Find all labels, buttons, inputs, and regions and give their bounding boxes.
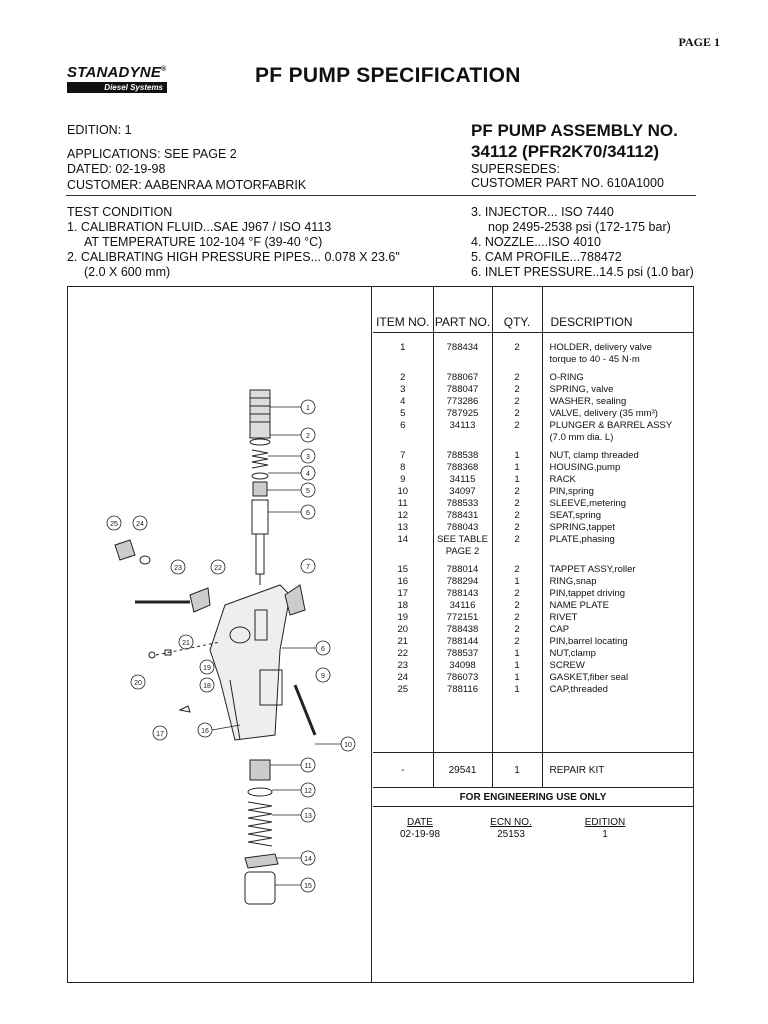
item-no-cell: 15	[373, 558, 433, 576]
part-no-cell: 773286	[433, 396, 492, 408]
ecn-label: ECN NO.	[490, 817, 532, 828]
item-no-cell: 25	[373, 684, 433, 696]
table-row	[373, 432, 693, 444]
description-cell: SPRING, valve	[549, 384, 614, 395]
callout-6b: 6	[321, 646, 325, 653]
supersedes-line: SUPERSEDES:	[471, 162, 560, 176]
qty-cell: 2	[492, 384, 542, 396]
part-no-cell	[433, 432, 492, 444]
test-conditions-right	[471, 205, 694, 280]
qty-cell: 1	[492, 576, 542, 588]
qty-cell: 2	[492, 624, 542, 636]
header-part-no: PART NO.	[433, 287, 492, 333]
table-row	[373, 510, 693, 522]
item-no-cell: 20	[373, 624, 433, 636]
item-no-cell: 18	[373, 600, 433, 612]
part-no-cell: 788143	[433, 588, 492, 600]
kit-part: 29541	[433, 753, 492, 788]
description-cell: SCREW	[549, 660, 585, 671]
exploded-view-drawing	[90, 380, 365, 910]
description-cell: PLATE,phasing	[549, 534, 615, 545]
description-cell: NUT,clamp	[549, 648, 596, 659]
callout-4: 4	[306, 471, 310, 478]
date-value: 02-19-98	[399, 829, 441, 840]
item-no-cell: 3	[373, 384, 433, 396]
frame-divider	[371, 286, 372, 983]
table-row	[373, 474, 693, 486]
item-no-cell: 7	[373, 444, 433, 462]
assembly-info	[471, 120, 678, 190]
qty-cell: 1	[492, 444, 542, 462]
header-item-no: ITEM NO.	[373, 287, 433, 333]
description-cell: SEAT,spring	[549, 510, 602, 521]
parts-table	[373, 287, 693, 766]
item-no-cell: 12	[373, 510, 433, 522]
part-no-cell: 34097	[433, 486, 492, 498]
part-no-cell: 34113	[433, 420, 492, 432]
part-no-cell: 788538	[433, 444, 492, 462]
part-no-cell: 788043	[433, 522, 492, 534]
description-cell: (7.0 mm dia. L)	[549, 432, 614, 443]
table-row	[373, 588, 693, 600]
callout-14: 14	[304, 856, 312, 863]
table-row	[373, 672, 693, 684]
part-no-cell: 34116	[433, 600, 492, 612]
description-cell: PIN,spring	[549, 486, 594, 497]
description-cell: WASHER, sealing	[549, 396, 627, 407]
header-qty: QTY.	[492, 287, 542, 333]
item-no-cell	[373, 432, 433, 444]
callout-22: 22	[214, 565, 222, 572]
customer-part-line: CUSTOMER PART NO. 610A1000	[471, 176, 664, 190]
callout-21: 21	[182, 640, 190, 647]
item-no-cell: 6	[373, 420, 433, 432]
engineering-ecn	[486, 817, 536, 841]
description-cell: GASKET,fiber seal	[549, 672, 629, 683]
part-no-cell: 788067	[433, 366, 492, 384]
table-row	[373, 396, 693, 408]
part-no-cell: 788144	[433, 636, 492, 648]
part-no-cell: SEE TABLE	[433, 534, 492, 546]
qty-cell: 1	[492, 462, 542, 474]
item-no-cell: 9	[373, 474, 433, 486]
callout-11: 11	[304, 763, 312, 770]
item-no-cell	[373, 354, 433, 366]
logo-brand: STANADYNE®	[67, 64, 167, 81]
qty-cell: 2	[492, 558, 542, 576]
callout-5: 5	[306, 488, 310, 495]
description-cell: HOLDER, delivery valve	[549, 342, 652, 353]
table-row	[373, 354, 693, 366]
dated-line: DATED: 02-19-98	[67, 162, 166, 176]
part-no-cell: 788014	[433, 558, 492, 576]
test-line-1: 1. CALIBRATION FLUID...SAE J967 / ISO 4113	[67, 220, 332, 234]
part-no-cell: 788438	[433, 624, 492, 636]
description-cell: PLUNGER & BARREL ASSY	[549, 420, 673, 431]
qty-cell: 2	[492, 522, 542, 534]
edition-label: EDITION	[584, 817, 626, 828]
part-no-cell: 772151	[433, 612, 492, 624]
table-row	[373, 384, 693, 396]
item-no-cell: 5	[373, 408, 433, 420]
part-no-cell: 788294	[433, 576, 492, 588]
description-cell: VALVE, delivery (35 mm³)	[549, 408, 658, 419]
description-cell: RING,snap	[549, 576, 597, 587]
part-no-cell: 788431	[433, 510, 492, 522]
logo-subtitle: Diesel Systems	[67, 82, 167, 93]
engineering-divider	[373, 806, 693, 807]
callout-2: 2	[306, 433, 310, 440]
description-cell: torque to 40 - 45 N·m	[549, 354, 640, 365]
table-row	[373, 660, 693, 672]
item-no-cell: 13	[373, 522, 433, 534]
kit-qty: 1	[492, 753, 542, 788]
qty-cell	[492, 354, 542, 366]
callout-3: 3	[306, 454, 310, 461]
qty-cell: 2	[492, 534, 542, 546]
callout-20: 20	[134, 680, 142, 687]
table-row	[373, 444, 693, 462]
qty-cell: 2	[492, 612, 542, 624]
document-title: PF PUMP SPECIFICATION	[255, 64, 521, 87]
description-cell: PIN,tappet driving	[549, 588, 626, 599]
item-no-cell: 10	[373, 486, 433, 498]
part-no-cell: 34115	[433, 474, 492, 486]
qty-cell	[492, 546, 542, 558]
description-cell: O-RING	[549, 372, 584, 383]
applications-line: APPLICATIONS: SEE PAGE 2	[67, 146, 237, 161]
callout-16: 16	[201, 728, 209, 735]
qty-cell: 2	[492, 498, 542, 510]
customer-line: CUSTOMER: AABENRAA MOTORFABRIK	[67, 177, 307, 192]
test-line-5: 5. CAM PROFILE...788472	[471, 250, 622, 264]
qty-cell: 1	[492, 672, 542, 684]
callout-15: 15	[304, 883, 312, 890]
item-no-cell: 2	[373, 366, 433, 384]
part-no-cell: 786073	[433, 672, 492, 684]
part-no-cell	[433, 354, 492, 366]
description-cell: NUT, clamp threaded	[549, 450, 639, 461]
engineering-title: FOR ENGINEERING USE ONLY	[459, 792, 607, 803]
description-cell	[542, 546, 693, 558]
engineering-edition	[575, 817, 635, 841]
qty-cell: 2	[492, 636, 542, 648]
part-no-cell: 788434	[433, 333, 492, 355]
description-cell: SPRING,tappet	[549, 522, 615, 533]
test-line-3: 3. INJECTOR... ISO 7440	[471, 205, 614, 219]
callout-9: 9	[321, 673, 325, 680]
item-no-cell: 17	[373, 588, 433, 600]
page-number: PAGE 1	[678, 35, 720, 49]
edition-value: 1	[602, 829, 608, 840]
repair-kit-row	[373, 752, 693, 788]
document-meta	[67, 123, 306, 193]
header-divider	[66, 195, 696, 196]
item-no-cell: 21	[373, 636, 433, 648]
item-no-cell: 8	[373, 462, 433, 474]
engineering-date	[395, 817, 445, 841]
part-no-cell: 788368	[433, 462, 492, 474]
ecn-value: 25153	[497, 829, 525, 840]
part-no-cell: PAGE 2	[433, 546, 492, 558]
description-cell: RIVET	[549, 612, 578, 623]
callout-7: 7	[306, 564, 310, 571]
table-row	[373, 420, 693, 432]
callout-25: 25	[110, 521, 118, 528]
item-no-cell: 24	[373, 672, 433, 684]
qty-cell: 2	[492, 420, 542, 432]
qty-cell: 2	[492, 486, 542, 498]
test-line-4: 4. NOZZLE....ISO 4010	[471, 235, 601, 249]
callout-10: 10	[344, 742, 352, 749]
edition-line: EDITION: 1	[67, 123, 132, 137]
table-row	[373, 624, 693, 636]
item-no-cell: 16	[373, 576, 433, 588]
qty-cell: 1	[492, 660, 542, 672]
callout-24: 24	[136, 521, 144, 528]
item-no-cell	[373, 546, 433, 558]
part-no-cell: 788116	[433, 684, 492, 696]
part-no-cell: 34098	[433, 660, 492, 672]
table-row	[373, 684, 693, 696]
description-cell: HOUSING,pump	[549, 462, 621, 473]
table-row	[373, 558, 693, 576]
test-conditions-left	[67, 205, 400, 280]
description-cell: SLEEVE,metering	[549, 498, 627, 509]
header-description: DESCRIPTION	[542, 287, 693, 333]
qty-cell: 2	[492, 396, 542, 408]
qty-cell: 1	[492, 648, 542, 660]
item-no-cell: 11	[373, 498, 433, 510]
table-row	[373, 534, 693, 546]
table-row	[373, 366, 693, 384]
description-cell: TAPPET ASSY,roller	[549, 564, 636, 575]
part-no-cell: 787925	[433, 408, 492, 420]
callout-13: 13	[304, 813, 312, 820]
qty-cell: 1	[492, 684, 542, 696]
table-row	[373, 462, 693, 474]
table-row	[373, 408, 693, 420]
qty-cell: 2	[492, 600, 542, 612]
description-cell: RACK	[549, 474, 576, 485]
kit-description: REPAIR KIT	[549, 765, 605, 776]
test-line-3b: nop 2495-2538 psi (172-175 bar)	[488, 220, 671, 234]
table-row	[373, 636, 693, 648]
test-heading: TEST CONDITION	[67, 205, 173, 219]
kit-item: -	[373, 753, 433, 788]
assembly-number: 34112 (PFR2K70/34112)	[471, 142, 660, 161]
test-line-2: 2. CALIBRATING HIGH PRESSURE PIPES... 0.078 X 23.6"	[67, 250, 400, 264]
description-cell: PIN,barrel locating	[549, 636, 628, 647]
part-no-cell: 788533	[433, 498, 492, 510]
description-cell: CAP,threaded	[549, 684, 608, 695]
company-logo	[67, 62, 167, 93]
item-no-cell: 23	[373, 660, 433, 672]
qty-cell: 2	[492, 588, 542, 600]
callout-1: 1	[306, 405, 310, 412]
table-row	[373, 648, 693, 660]
item-no-cell: 19	[373, 612, 433, 624]
table-row	[373, 600, 693, 612]
callout-18: 18	[203, 683, 211, 690]
callout-23: 23	[174, 565, 182, 572]
qty-cell	[492, 432, 542, 444]
table-row	[373, 486, 693, 498]
qty-cell: 1	[492, 474, 542, 486]
item-no-cell: 1	[373, 333, 433, 355]
table-row	[373, 546, 693, 558]
table-row	[373, 498, 693, 510]
callout-12: 12	[304, 788, 312, 795]
table-row	[373, 612, 693, 624]
table-row	[373, 522, 693, 534]
callout-17: 17	[156, 731, 164, 738]
callout-19: 19	[203, 665, 211, 672]
test-line-1b: AT TEMPERATURE 102-104 °F (39-40 °C)	[84, 235, 323, 249]
item-no-cell: 14	[373, 534, 433, 546]
item-no-cell: 22	[373, 648, 433, 660]
qty-cell: 2	[492, 333, 542, 355]
date-label: DATE	[407, 817, 433, 828]
table-header-row	[373, 287, 693, 333]
qty-cell: 2	[492, 366, 542, 384]
part-no-cell: 788047	[433, 384, 492, 396]
qty-cell: 2	[492, 408, 542, 420]
qty-cell: 2	[492, 510, 542, 522]
description-cell: CAP	[549, 624, 570, 635]
callout-6: 6	[306, 510, 310, 517]
table-row	[373, 576, 693, 588]
table-row	[373, 333, 693, 355]
test-line-6: 6. INLET PRESSURE..14.5 psi (1.0 bar)	[471, 265, 694, 279]
assembly-title: PF PUMP ASSEMBLY NO.	[471, 121, 678, 140]
description-cell: NAME PLATE	[549, 600, 609, 611]
part-no-cell: 788537	[433, 648, 492, 660]
item-no-cell: 4	[373, 396, 433, 408]
test-line-2b: (2.0 X 600 mm)	[84, 265, 171, 279]
